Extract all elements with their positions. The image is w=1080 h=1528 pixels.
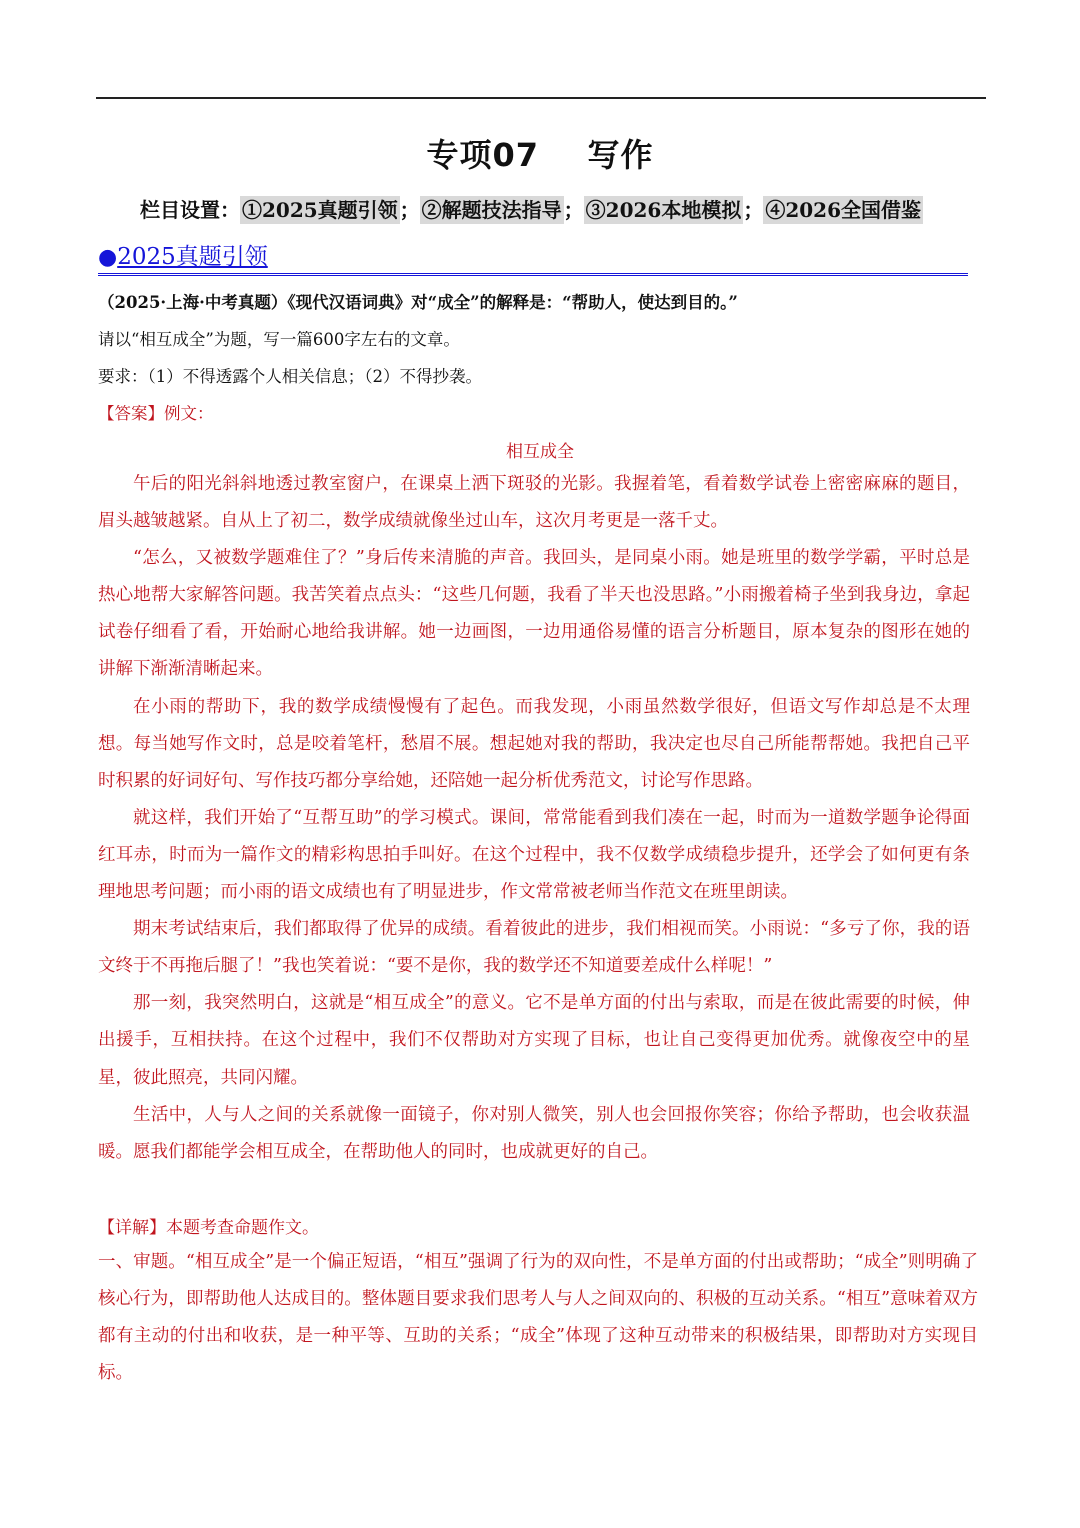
header-rule bbox=[96, 97, 986, 99]
section-heading bbox=[98, 238, 968, 276]
column-sep: ； bbox=[743, 198, 764, 222]
essay-paragraph: 午后的阳光斜斜地透过教室窗户，在课桌上洒下斑驳的光影。我握着笔，看着数学试卷上密密麻麻的题目，眉头越皱越紧。自从上了初二，数学成绩就像坐过山车，这次月考更是一落千丈。 bbox=[98, 474, 970, 532]
column-item-1: ①2025真题引领 bbox=[242, 198, 398, 222]
essay-paragraph: 就这样，我们开始了“互帮互助”的学习模式。课间，常常能看到我们凑在一起，时而为一道数学题争论得面红耳赤，时而为一篇作文的精彩构思拍手叫好。在这个过程中，我不仅数学成绩稳步提升，还学会了如何更有条理地思考问题；而小雨的语文成绩也有了明显进步，作文常常被老师当作范文在班里朗读。 bbox=[98, 807, 970, 903]
column-setup bbox=[140, 194, 923, 223]
question-source: （2025·上海·中考真题）《现代汉语词典》对“成全”的解释是：“帮助人，使达到目的。” bbox=[98, 293, 738, 312]
detail-paragraph: 一、审题。“相互成全”是一个偏正短语，“相互”强调了行为的双向性，不是单方面的付出或帮助；“成全”则明确了核心行为，即帮助他人达成目的。整体题目要求我们思考人与人之间双向的、积极的互动关系。“相互”意味着双方都有主动的付出和收获，是一种平等、互助的关系；“成全”体现了这种互动带来的积极结果，即帮助对方实现目标。 bbox=[98, 1252, 978, 1384]
question-requirements: 要求：（1）不得透露个人相关信息；（2）不得抄袭。 bbox=[98, 367, 482, 386]
essay-paragraph: 生活中，人与人之间的关系就像一面镜子，你对别人微笑，别人也会回报你笑容；你给予帮助，也会收获温暖。愿我们都能学会相互成全，在帮助他人的同时，也成就更好的自己。 bbox=[98, 1104, 970, 1162]
essay-title: 相互成全 bbox=[506, 442, 574, 462]
essay-paragraph: 期末考试结束后，我们都取得了优异的成绩。看着彼此的进步，我们相视而笑。小雨说：“多亏了你，我的语文终于不再拖后腿了！”我也笑着说：“要不是你，我的数学还不知道要差成什么样呢！” bbox=[98, 919, 970, 977]
column-item-3: ③2026本地模拟 bbox=[585, 198, 742, 222]
column-setup-label: 栏目设置： bbox=[140, 198, 240, 222]
essay-paragraph: 那一刻，我突然明白，这就是“相互成全”的意义。它不是单方面的付出与索取，而是在彼此需要的时候，伸出援手，互相扶持。在这个过程中，我们不仅帮助对方实现了目标，也让自己变得更加优秀。就像夜空中的星星，彼此照亮，共同闪耀。 bbox=[98, 993, 970, 1088]
answer-tag: 【答案】例文： bbox=[98, 404, 214, 423]
bullet-icon: ● bbox=[98, 245, 118, 270]
detail-body bbox=[98, 1244, 978, 1392]
section-heading-text: 2025真题引领 bbox=[117, 244, 268, 270]
column-item-4: ④2026全国借鉴 bbox=[765, 198, 922, 222]
page-title: 专项07 写作 bbox=[426, 136, 654, 174]
essay-body bbox=[98, 466, 970, 1171]
column-item-2: ②解题技法指导 bbox=[421, 198, 562, 222]
detail-tag: 【详解】本题考查命题作文。 bbox=[98, 1218, 319, 1238]
column-sep: ； bbox=[399, 198, 420, 222]
question-prompt: 请以“相互成全”为题，写一篇600字左右的文章。 bbox=[98, 330, 460, 349]
essay-paragraph: “怎么，又被数学题难住了？”身后传来清脆的声音。我回头，是同桌小雨。她是班里的数学学霸，平时总是热心地帮大家解答问题。我苦笑着点点头：“这些几何题，我看了半天也没思路。”小雨搬着椅子坐到我身边，拿起试卷仔细看了看，开始耐心地给我讲解。她一边画图，一边用通俗易懂的语言分析题目，原本复杂的图形在她的讲解下渐渐清晰起来。 bbox=[98, 548, 970, 680]
essay-paragraph: 在小雨的帮助下，我的数学成绩慢慢有了起色。而我发现，小雨虽然数学很好，但语文写作却总是不太理想。每当她写作文时，总是咬着笔杆，愁眉不展。想起她对我的帮助，我决定也尽自己所能帮帮她。我把自己平时积累的好词好句、写作技巧都分享给她，还陪她一起分析优秀范文，讨论写作思路。 bbox=[98, 696, 970, 791]
column-sep: ； bbox=[563, 198, 584, 222]
